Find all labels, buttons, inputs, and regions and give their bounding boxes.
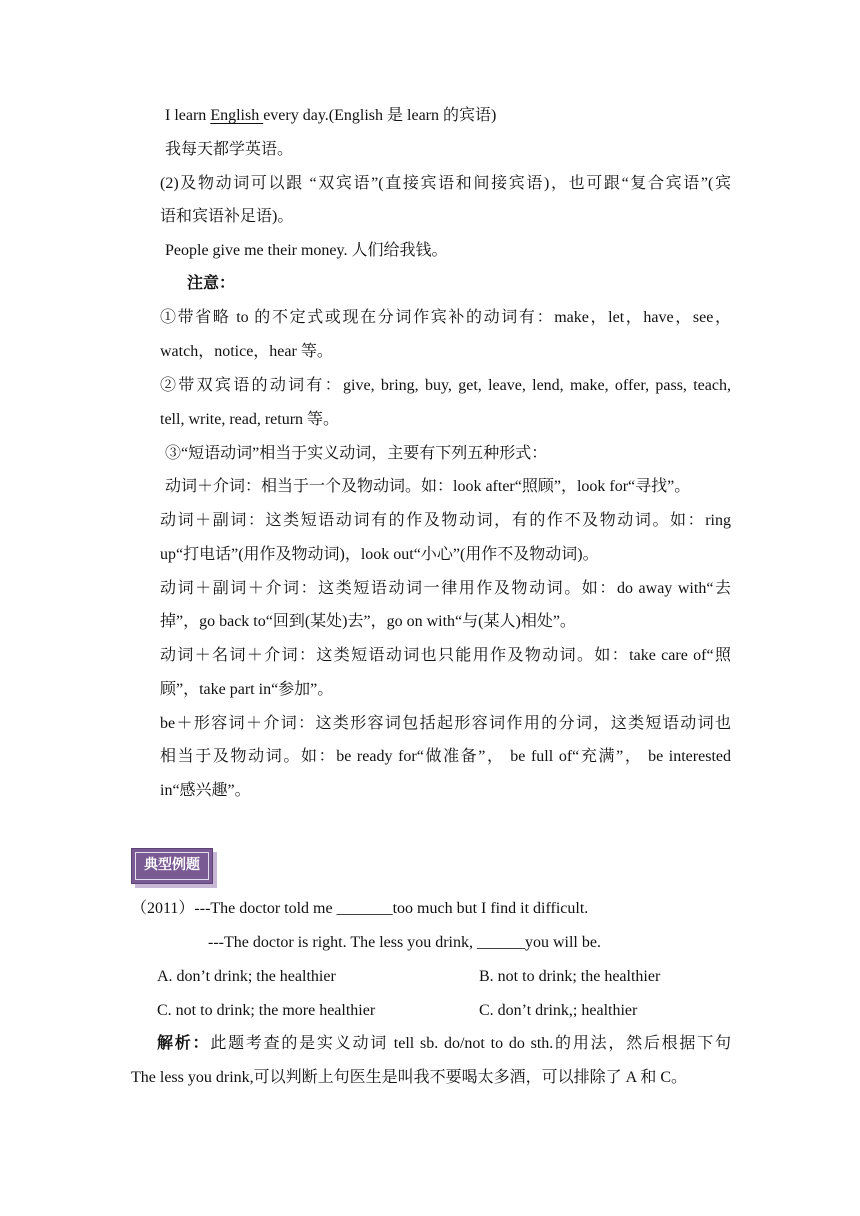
question-line: ---The doctor is right. The less you drink, ______you will be. xyxy=(208,934,601,951)
analysis-label: 解析： xyxy=(157,1035,211,1052)
text-line: 动词＋副词：这类短语动词有的作及物动词，有的作不及物动词。如：ring xyxy=(160,512,731,529)
text-line: (2)及物动词可以跟 “双宾语”(直接宾语和间接宾语)，也可跟“复合宾语”(宾 xyxy=(160,175,731,192)
text-line: watch，notice，hear 等。 xyxy=(160,343,333,360)
text-line xyxy=(165,106,496,126)
text-line: 我每天都学英语。 xyxy=(165,141,294,158)
text-line: 语和宾语补足语)。 xyxy=(160,208,294,225)
text-line: in“感兴趣”。 xyxy=(160,782,251,799)
text-line: People give me their money. 人们给我钱。 xyxy=(165,242,448,259)
text-line: 掉”，go back to“回到(某处)去”，go on with“与(某人)相处”。 xyxy=(160,613,576,630)
text-line: 动词＋名词＋介词：这类短语动词也只能用作及物动词。如：take care of“照 xyxy=(160,647,731,664)
option-a: A. don’t drink; the healthier xyxy=(157,968,336,985)
analysis-line: The less you drink,可以判断上句医生是叫我不要喝太多酒，可以排除了 A 和 C。 xyxy=(131,1069,687,1086)
text-segment: every day.(English 是 learn 的宾语) xyxy=(263,107,497,124)
text-line: ③“短语动词”相当于实义动词，主要有下列五种形式： xyxy=(165,445,548,462)
text-line: ②带双宾语的动词有：give, bring, buy, get, leave, lend, make, offer, pass, teach, xyxy=(160,377,731,394)
text-line: tell, write, read, return 等。 xyxy=(160,411,340,428)
underlined-word: English xyxy=(210,107,264,124)
option-d: C. don’t drink,; healthier xyxy=(479,1002,638,1019)
section-tag-label: 典型例题 xyxy=(144,857,200,873)
text-line: 顾”，take part in“参加”。 xyxy=(160,681,334,698)
text-line: 动词＋副词＋介词：这类短语动词一律用作及物动词。如：do away with“去 xyxy=(160,580,731,597)
text-line: be＋形容词＋介词：这类形容词包括起形容词作用的分词，这类短语动词也 xyxy=(160,715,731,732)
analysis-line xyxy=(157,1034,731,1054)
option-b: B. not to drink; the healthier xyxy=(479,968,661,985)
question-line: （2011）---The doctor told me _______too much but I find it difficult. xyxy=(131,900,589,917)
text-line: ①带省略 to 的不定式或现在分词作宾补的动词有：make，let，have，see， xyxy=(160,309,731,326)
analysis-text: 此题考查的是实义动词 tell sb. do/not to do sth.的用法，然后根据下句 xyxy=(210,1035,731,1052)
text-line: 动词＋介词：相当于一个及物动词。如：look after“照顾”，look for“寻找”。 xyxy=(165,478,691,495)
section-tag xyxy=(131,848,215,886)
text-segment: I learn xyxy=(165,107,211,124)
note-heading: 注意： xyxy=(187,275,236,292)
text-line: up“打电话”(用作及物动词)，look out“小心”(用作不及物动词)。 xyxy=(160,546,599,563)
option-c: C. not to drink; the more healthier xyxy=(157,1002,376,1019)
text-line: 相当于及物动词。如：be ready for“做准备”， be full of“充满”， be interested xyxy=(160,748,731,765)
